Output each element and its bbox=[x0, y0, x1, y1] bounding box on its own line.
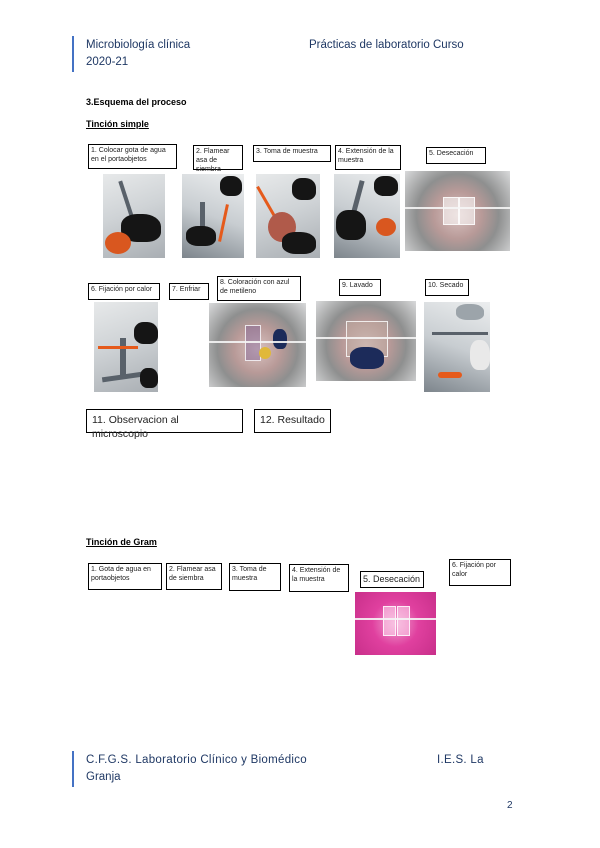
gram-step-label: 5. Desecación bbox=[360, 571, 424, 588]
section-title: 3.Esquema del proceso bbox=[86, 97, 187, 107]
step-label-observacion: 11. Observacion al microscopio bbox=[86, 409, 243, 433]
step-label: 9. Lavado bbox=[339, 279, 381, 296]
tincion-gram-title: Tinción de Gram bbox=[86, 537, 157, 547]
gram-step-label: 2. Flamear asa de siembra bbox=[166, 563, 222, 590]
step-label: 5. Desecación bbox=[426, 147, 486, 164]
footer-ies: I.E.S. La bbox=[437, 754, 484, 766]
footer-accent-bar bbox=[72, 751, 74, 787]
photo-step-9 bbox=[316, 301, 416, 381]
step-label: 3. Toma de muestra bbox=[253, 145, 331, 162]
photo-step-2 bbox=[182, 174, 244, 258]
header-course: Microbiología clínica bbox=[86, 39, 191, 51]
footer-cfgs: C.F.G.S. Laboratorio Clínico y Biomédico bbox=[86, 754, 308, 766]
step-label: 7. Enfriar bbox=[169, 283, 209, 300]
step-label: 1. Colocar gota de agua en el portaobjetos bbox=[88, 144, 177, 169]
footer-granja: Granja bbox=[86, 771, 121, 783]
header-practicas: Prácticas de laboratorio Curso bbox=[309, 39, 464, 51]
step-label: 4. Extensión de la muestra bbox=[335, 145, 401, 170]
step-label-resultado: 12. Resultado bbox=[254, 409, 331, 433]
photo-step-1 bbox=[103, 174, 165, 258]
header-accent-bar bbox=[72, 36, 74, 72]
photo-step-8 bbox=[209, 303, 306, 387]
photo-step-10 bbox=[424, 302, 490, 392]
step-label: 2. Flamear asa de siembra bbox=[193, 145, 243, 170]
gram-step-label: 3. Toma de muestra bbox=[229, 563, 281, 591]
photo-step-6 bbox=[94, 302, 158, 392]
gram-step-label: 6. Fijación por calor bbox=[449, 559, 511, 586]
step-label: 10. Secado bbox=[425, 279, 469, 296]
gram-step-label: 1. Gota de agua en portaobjetos bbox=[88, 563, 162, 590]
step-label: 8. Coloración con azul de metileno bbox=[217, 276, 301, 301]
photo-step-3 bbox=[256, 174, 320, 258]
tincion-simple-title: Tinción simple bbox=[86, 119, 149, 129]
photo-step-4 bbox=[334, 174, 400, 258]
page-number: 2 bbox=[507, 800, 513, 811]
photo-step-5 bbox=[405, 171, 510, 251]
header-year: 2020-21 bbox=[86, 56, 129, 68]
step-label: 6. Fijación por calor bbox=[88, 283, 160, 300]
gram-step-label: 4. Extensión de la muestra bbox=[289, 564, 349, 592]
photo-gram-step-5 bbox=[355, 592, 436, 655]
